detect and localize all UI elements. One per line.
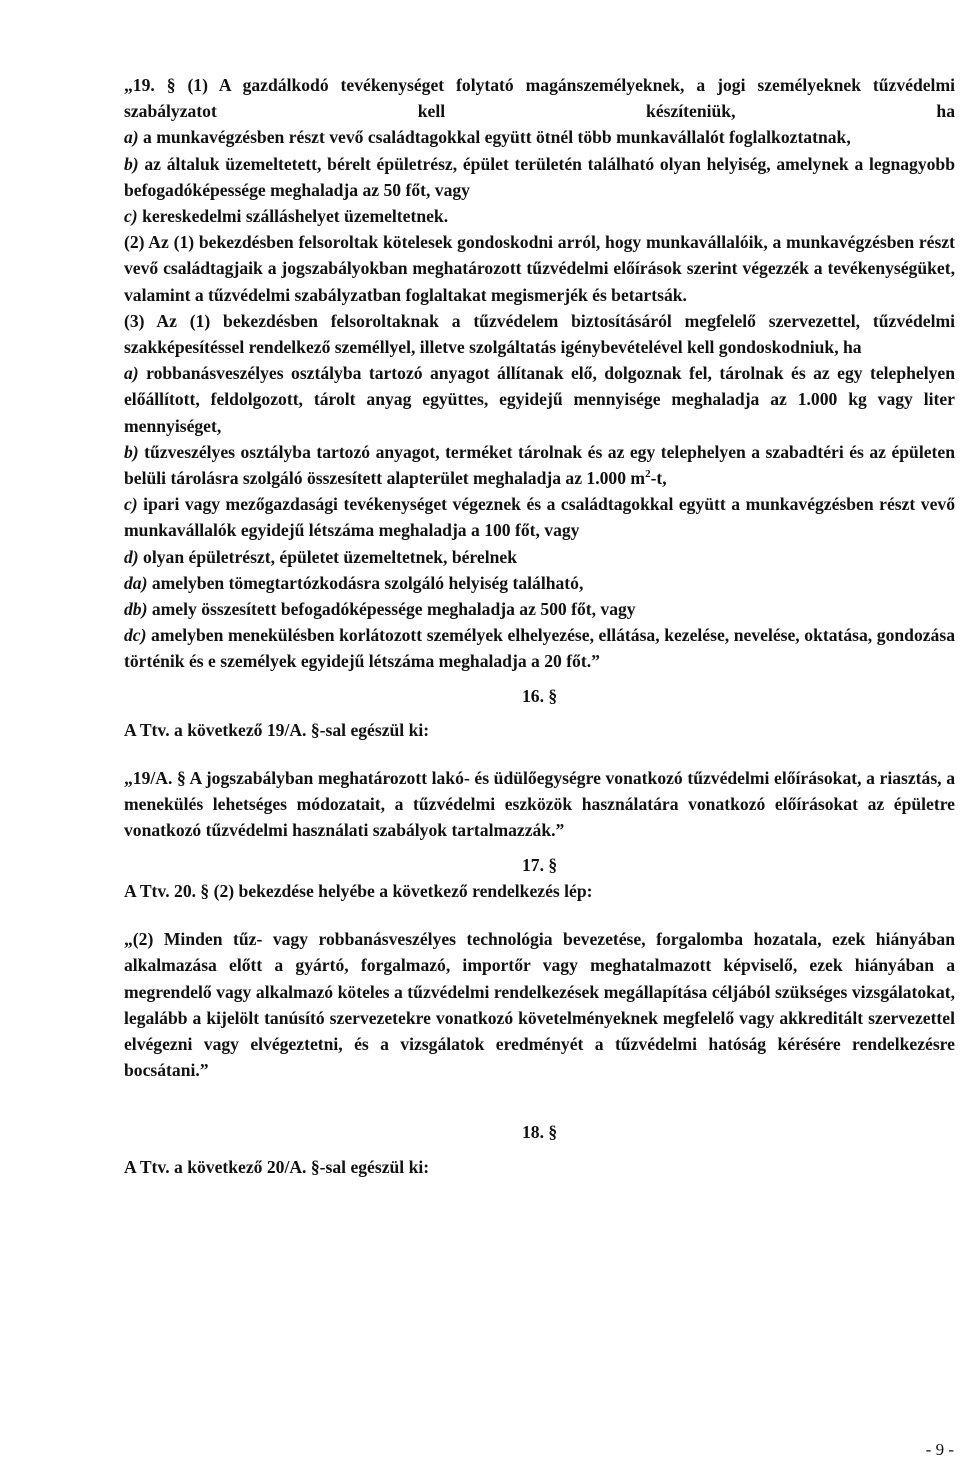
superscript: 2 <box>645 468 651 481</box>
point-text: amelyben tömegtartózkodásra szolgáló helyiség található, <box>147 572 584 593</box>
paragraph-3-point-c <box>124 491 955 543</box>
paragraph-3-point-b <box>124 439 955 491</box>
point-label: a) <box>124 127 139 148</box>
section-19-point-a <box>124 124 955 150</box>
point-text: olyan épületrészt, épületet üzemeltetnek, bérelnek <box>138 546 517 567</box>
point-label: a) <box>124 363 139 384</box>
amendment-intro-18: A Ttv. a következő 20/A. §-sal egészül ki: <box>124 1156 430 1177</box>
paragraph-3-point-db <box>124 596 955 622</box>
point-label: da) <box>124 572 148 593</box>
paragraph-3-point-d <box>124 544 955 570</box>
point-label: c) <box>124 494 138 515</box>
page-number: - 9 - <box>925 1440 954 1459</box>
point-text: amely összesített befogadóképessége meghaladja az 500 főt, vagy <box>147 599 636 620</box>
section-19-paragraph-1: „19. § (1) A gazdálkodó tevékenységet folytató magánszemélyeknek, a jogi személyeknek tűzvédelmi szabályzatot kell készíteniük, ha <box>124 75 955 122</box>
point-text: robbanásveszélyes osztályba tartozó anyagot állítanak elő, dolgoznak fel, tárolnak és az egy telephelyen előállított, feldolgozott, tárolt anyag együttes, egyidejű mennyisége meghaladja az 1.000 kg vagy liter mennyiséget, <box>124 363 955 436</box>
section-20-paragraph-2-text: „(2) Minden tűz- vagy robbanásveszélyes technológia bevezetése, forgalomba hozatala, ezek hiányában alkalmazása előtt a gyártó, forgalmazó, importőr vagy meghatalmazott képviselő, ezek hiányában a megrendelő vagy alkalmazó köteles a tűzvédelmi rendelkezések megállapítása céljából szükséges vizsgálatokat, legalább a kijelölt tanúsító szervezetekre vonatkozó követelményeknek megfelelő vagy akkreditált szervezettel elvégezni vagy elvégeztetni, és a vizsgálatok eredményét a tűzvédelmi hatóság kérésére rendelkezésre bocsátani.” <box>124 929 955 1081</box>
point-label: b) <box>124 153 139 174</box>
section-heading-18: 18. § <box>522 1122 558 1143</box>
paragraph-3-point-dc <box>124 622 955 674</box>
point-label: b) <box>124 441 139 462</box>
point-text: tűzveszélyes osztályba tartozó anyagot, terméket tárolnak és az egy telephelyen a szabadtéri és az épületen belüli tárolásra szolgáló összesített alapterület meghaladja az 1.000 m <box>124 441 955 489</box>
section-19a-text: „19/A. § A jogszabályban meghatározott lakó- és üdülőegységre vonatkozó tűzvédelmi előírásokat, a riasztás, a menekülés lehetséges módozatait, a tűzvédelmi eszközök használatára vonatkozó előírásokat az épületre vonatkozó tűzvédelmi használati szabályok tartalmazzák.” <box>124 768 955 841</box>
point-label: d) <box>124 546 139 567</box>
amendment-intro-16: A Ttv. a következő 19/A. §-sal egészül ki: <box>124 719 430 740</box>
section-19-paragraph-2: (2) Az (1) bekezdésben felsoroltak kötelesek gondoskodni arról, hogy munkavállalóik, a munkavégzésben részt vevő családtagjaik a jogszabályokban meghatározott tűzvédelmi előírások szerint végezzék a tevékenységüket, valamint a tűzvédelmi szabályzatban foglaltakat megismerjék és betartsák. <box>124 232 955 305</box>
point-text: kereskedelmi szálláshelyet üzemeltetnek. <box>137 206 449 227</box>
point-label: db) <box>124 599 148 620</box>
section-19-point-b <box>124 151 955 203</box>
section-19-paragraph-3: (3) Az (1) bekezdésben felsoroltaknak a tűzvédelem biztosításáról megfelelő szervezettel, tűzvédelmi szakképesítéssel rendelkező személlyel, illetve szolgáltatás igénybevételével kell gondoskodniuk, ha <box>124 310 955 358</box>
point-text-tail: -t, <box>650 468 667 489</box>
point-text: az általuk üzemeltetett, bérelt épületrész, épület területén található olyan helyiség, amelynek a legnagyobb befogadóképessége meghaladja az 50 főt, vagy <box>124 153 955 200</box>
point-label: dc) <box>124 625 147 646</box>
section-heading-17: 17. § <box>522 854 558 875</box>
point-label: c) <box>124 206 138 227</box>
section-heading-16: 16. § <box>522 685 558 706</box>
point-text: ipari vagy mezőgazdasági tevékenységet végeznek és a családtagokkal együtt a munkavégzésben részt vevő munkavállalók egyidejű létszáma meghaladja a 100 főt, vagy <box>124 494 955 541</box>
paragraph-3-point-da <box>124 570 955 596</box>
document-page <box>124 72 955 1180</box>
paragraph-3-point-a <box>124 360 955 439</box>
point-text: amelyben menekülésben korlátozott személyek elhelyezése, ellátása, kezelése, nevelése, oktatása, gondozása történik és e személyek egyidejű létszáma meghaladja a 20 főt.” <box>124 625 955 672</box>
amendment-intro-17: A Ttv. 20. § (2) bekezdése helyébe a következő rendelkezés lép: <box>124 880 593 901</box>
point-text: a munkavégzésben részt vevő családtagokkal együtt ötnél több munkavállalót foglalkoztatnak, <box>138 127 851 148</box>
section-19-point-c <box>124 203 955 229</box>
